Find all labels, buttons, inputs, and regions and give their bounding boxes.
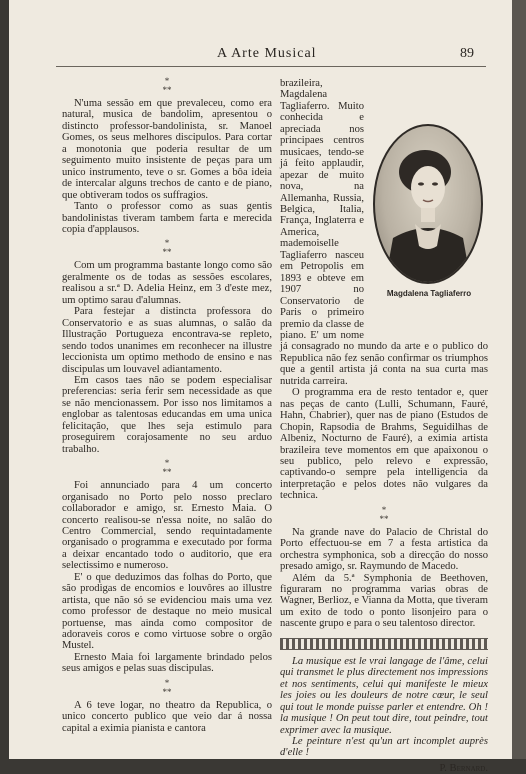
photo-caption: Magdalena Tagliaferro [386,289,472,298]
paragraph: Tanto o professor como as suas gentis bandolinistas tiveram tambem farta e merecida copia d'applausos. [62,201,272,235]
section-separator: * ** [162,677,172,697]
paragraph: A 6 teve logar, no theatro da Republica, o unico concerto publico que veio dar á nossa capital a eximia pianista e cantora [62,699,272,734]
magazine-page [9,0,512,774]
left-column [62,73,272,734]
paragraph: Ernesto Maia foi largamente brindado pelos seus amigos e pelas suas discipulas. [62,651,272,675]
portrait-photo [373,124,483,284]
right-column [280,78,488,774]
paragraph: brazileira, Magdalena Tagliaferro. Muito conhecida e apreciada nos principaes centros musicaes, tendo-se já feito applaudir, apezar de muito nova, na Allemanha, Russia, Belgica, Italia, França, Inglaterra e America, mademoiselle Tagliaferro nasceu em Petropolis em 1893 e obteve em 1907 no Conservatorio de Paris o primeiro premio da classe de piano. E' um nome já consagrado no mundo da arte e o publico do Republica não fez senão confirmar os triumphos que a gentil artista já conta na sua curta mas nutrida carreira. [280,78,488,387]
woman-portrait-icon [375,126,481,282]
page-number: 89 [460,46,474,61]
header-rule [56,66,486,67]
paragraph: Com um programma bastante longo como são geralmente os de todas as sessões escolares, realisou a sr.ª D. Adelia Heinz, em 3 d'este mez, um optimo sarau d'alumnas. [62,260,272,306]
paragraph: Foi annunciado para 4 um concerto organisado no Porto pelo nosso preclaro collaborador e amigo, sr. Ernesto Maia. O concerto realisou-se n'essa noite, no salão do Centro Commercial, sendo requintadamente organisado o programma e executado por forma a deixar encantado todo o auditorio, que era selectissimo e numeroso. [62,480,272,572]
paragraph: Na grande nave do Palacio de Christal do Porto effectuou-se em 7 a festa artistica da orchestra symphonica, sob a direcção do nosso presado amigo, sr. Raymundo de Macedo. [280,526,488,573]
section-separator: * ** [162,458,172,478]
paragraph: Para festejar a distincta professora do Conservatorio e as suas alumnas, o salão da Illustração Portugueza encontrava-se repleto, sendo todos unanimes em reconhecer na illustre leccionista um optimo methodo de ensino e nas discipulas um louvavel adiantamento. [62,306,272,375]
magazine-title: A Arte Musical [217,46,317,61]
paragraph: Além da 5.ª Symphonia de Beethoven, figuraram no programma varias obras de Wagner, Berlioz, e Vianna da Motta, que tiveram um exito de todo o ponto lisonjeiro para o nascente grupo e para o seu talentoso director. [280,572,488,630]
section-separator: * ** [162,76,172,95]
paragraph: E' o que deduzimos das folhas do Porto, que são prodigas de encomios e louvôres ao illustre artista, que não só se evidenciou mais uma vez como professor de destaque no meio musical portuense, mas ainda como compositor de adoraveis coros e como virtuose sobre o orgão Mustel. [62,571,272,652]
section-separator: * ** [379,504,389,524]
section-separator: * ** [162,238,172,258]
paragraph: Em casos taes não se podem especialisar preferencias: seria ferir sem necessidade as que se não mencionassem. Por isso nos limitamos a englobar as talentosas educandas em uma unica felicitação, que lhes seja estimulo para proseguirem corajosamente no seu arduo trabalho. [62,374,272,455]
portrait-figure [370,80,488,332]
ornamental-divider [280,638,488,650]
french-quote: La musique est le vrai langage de l'âme, celui qui transmet le plus directement nos impressions et nos sentiments, celui qui manifeste le mieux les joies ou les douleurs de notre cœur, le seul qui tout le monde puisse parler et entendre. Oh ! la musique ! On peut tout dire, tout peindre, tout exprimer avec la musique. [280,655,488,736]
french-quote-end: Le peinture n'est qu'un art incomplet auprès d'elle ! [280,736,488,759]
quote-signature: P. Bernard. [439,762,488,774]
paragraph: O programma era de resto tentador e, quer nas peças de canto (Lulli, Schumann, Fauré, Hahn, Chabrier), quer nas de piano (Estudos de Chopin, Rapsodia de Brahms, Seguidilhas de Albeniz, Nocturno de Fauré), a eximia artista brazileira teve momentos em que apaixonou o seu publico, pelo relevo e expressão, captivando-o sempre pela intelligencia da interpretação e pelos dotes não vulgares da technica. [280,387,488,502]
page-edge [512,0,526,759]
paragraph: N'uma sessão em que prevaleceu, como era natural, musica de bandolim, apresentou o distincto professor-bandolinista, sr. Manoel Gomes, os seus melhores discipulos. Para cortar a monotonia que poderia resultar de um seguimento muito insistente de peças para um unico instrumento, teve o sr. Gomes a bôa ideia de intercalar alguns trechos de canto e de piano, que obtiveram todos os suffragios. [62,98,272,201]
